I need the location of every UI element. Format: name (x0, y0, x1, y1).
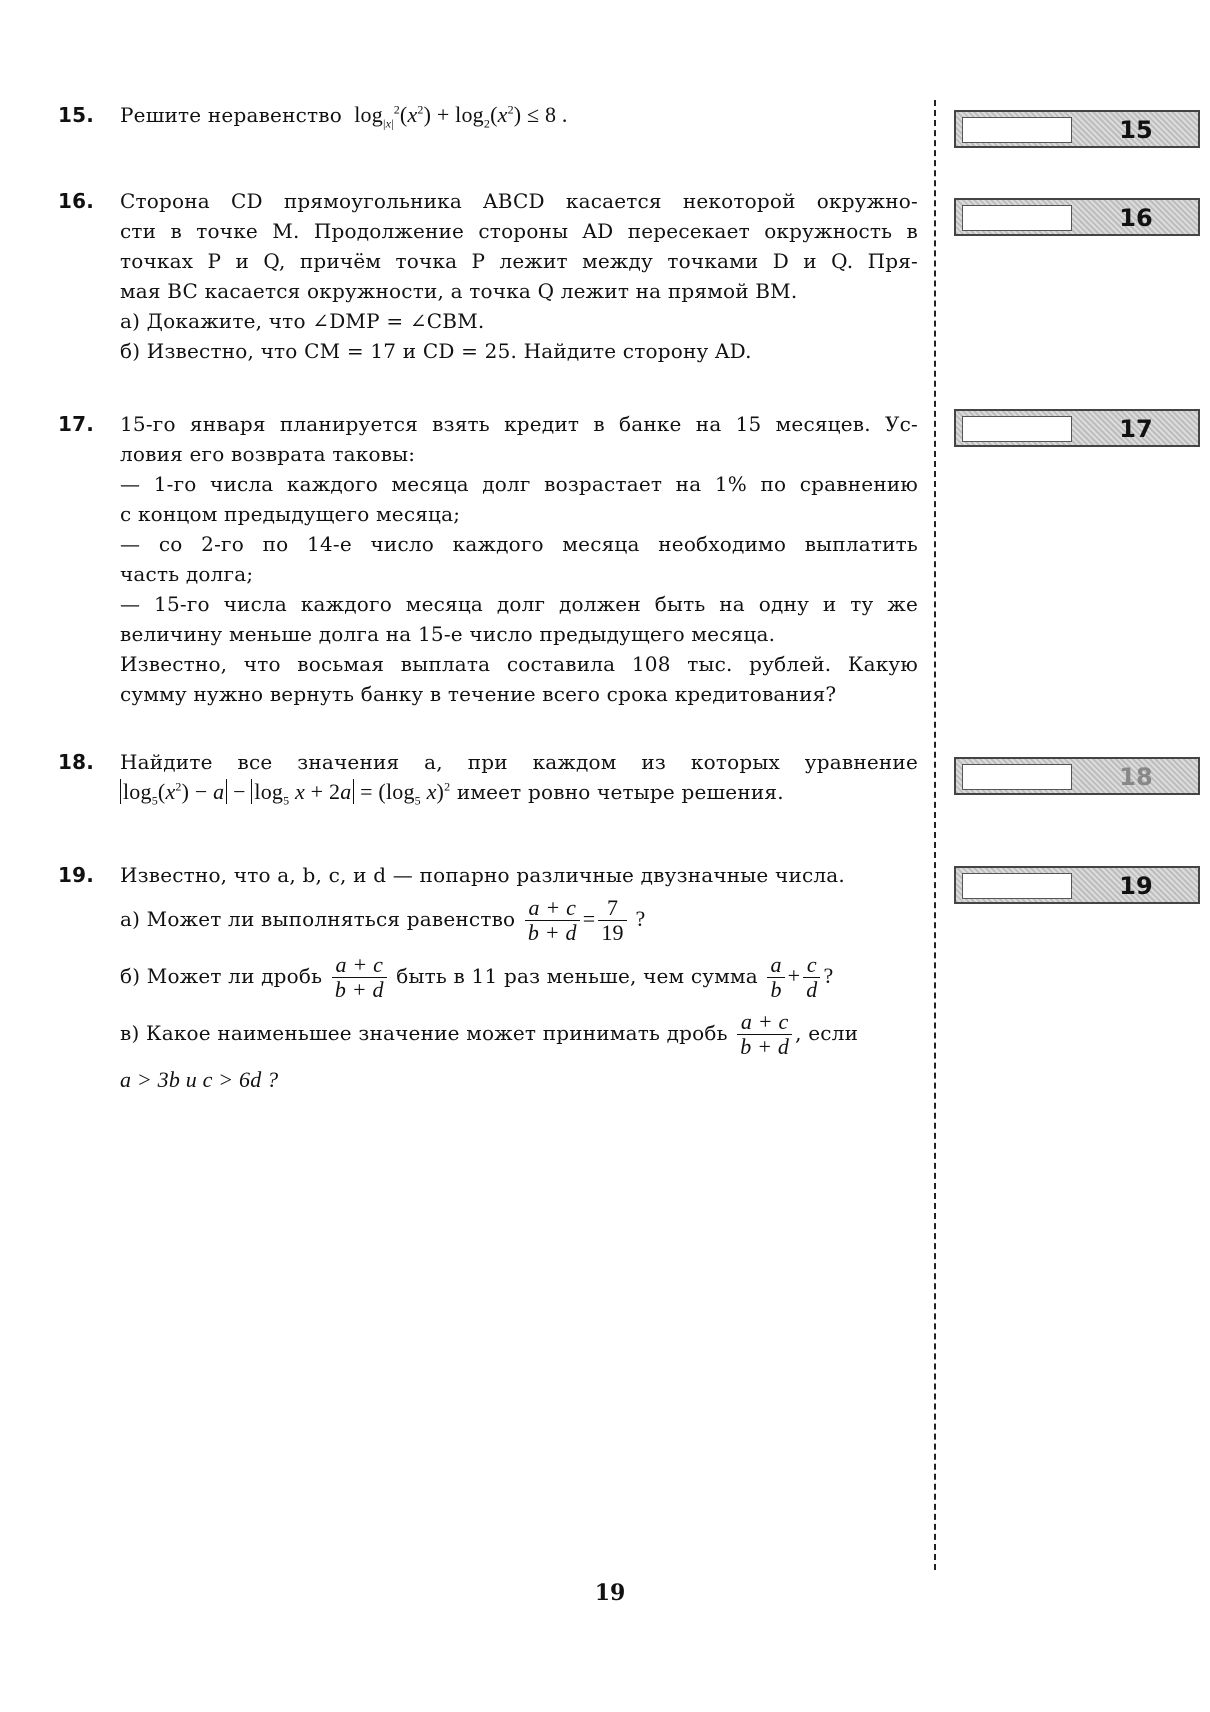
part-c (120, 1010, 918, 1059)
problem-number: 16. (58, 189, 95, 213)
text-line: Известно, что восьмая выплата составила 108 тыс. рублей. Какую (120, 652, 918, 676)
part-c-condition: a > 3b и c > 6d ? (120, 1067, 279, 1092)
formula: $\log_{|x|}^2(x^2) + \log_2(x^2) \le 8$ . (348, 102, 568, 131)
answer-box-label: 18 (1119, 763, 1153, 791)
problem-number: 15. (58, 103, 95, 127)
answer-box-18 (954, 757, 1200, 795)
fraction-a-plus-c-over-b-plus-d: $\frac{a + c}{b + d}$ (525, 896, 580, 945)
fraction-7-over-19: $\frac{7}{19}$ (598, 896, 626, 945)
fraction-a-plus-c-over-b-plus-d: $\frac{a + c}{b + d}$ (332, 953, 387, 1002)
part-b-text-1: б) Может ли дробь (120, 964, 323, 988)
problem-number: 19. (58, 863, 95, 887)
problem-number: 17. (58, 412, 95, 436)
problem-15 (58, 100, 918, 130)
problem-text: Решите неравенство (120, 103, 342, 127)
answer-box-label: 19 (1119, 872, 1153, 900)
equation-line (120, 777, 918, 807)
part-a-text: а) Может ли выполняться равенство (120, 907, 516, 931)
problem-16 (58, 186, 918, 366)
part-c-text-1: в) Какое наименьшее значение может принимать дробь (120, 1021, 728, 1045)
answer-field[interactable] (962, 873, 1072, 899)
text-line: а) Докажите, что ∠DMP = ∠CBM. (120, 309, 485, 333)
cut-line (934, 100, 936, 1570)
text-line: 15-го января планируется взять кредит в банке на 15 месяцев. Ус- (120, 412, 918, 436)
answer-field[interactable] (962, 764, 1072, 790)
answer-box-19 (954, 866, 1200, 904)
text-line: с концом предыдущего месяца; (120, 502, 461, 526)
problem-number: 18. (58, 750, 95, 774)
text-line: Сторона CD прямоугольника ABCD касается некоторой окружно- (120, 189, 918, 213)
answer-field[interactable] (962, 117, 1072, 143)
text-line: — 15-го числа каждого месяца долг должен быть на одну и ту же (120, 592, 918, 616)
equation: $\log_5(x^2) - a - \log_5 x + 2a = (\log_5$ x)$^2$ (120, 779, 450, 804)
answer-box-label: 17 (1119, 415, 1153, 443)
text-line: Найдите все значения a, при каждом из которых уравнение (120, 750, 918, 774)
answer-box-label: 16 (1119, 204, 1153, 232)
answer-box-16 (954, 198, 1200, 236)
part-c-text-2: , если (795, 1021, 859, 1045)
answer-box-label: 15 (1119, 116, 1153, 144)
answer-field[interactable] (962, 416, 1072, 442)
text-line: б) Известно, что CM = 17 и CD = 25. Найдите сторону AD. (120, 339, 752, 363)
part-b: б) Может ли дробь $\frac{a + c}{b + d}$ быть в 11 раз меньше, чем сумма $\frac{a}{b}$ + $\frac{c}{d}$ ? (120, 952, 834, 1002)
text-line: точках P и Q, причём точка P лежит между точками D и Q. Пря- (120, 249, 918, 273)
part-b-text-2: быть в 11 раз меньше, чем сумма (396, 964, 758, 988)
text-line: мая BC касается окружности, а точка Q лежит на прямой BM. (120, 279, 798, 303)
text-line: сти в точке M. Продолжение стороны AD пересекает окружность в (120, 219, 918, 243)
page-number: 19 (594, 1580, 626, 1606)
fraction-a-over-b: $\frac{a}{b}$ (767, 953, 784, 1002)
problem-18 (58, 747, 918, 807)
text-line: ловия его возврата таковы: (120, 442, 416, 466)
text-line: сумму нужно вернуть банку в течение всего срока кредитования? (120, 682, 837, 706)
answer-box-17 (954, 409, 1200, 447)
fraction-a-plus-c-over-b-plus-d: $\frac{a + c}{b + d}$ (737, 1010, 792, 1059)
equation-tail: имеет ровно четыре решения. (456, 780, 784, 804)
text-line: часть долга; (120, 562, 254, 586)
part-a: а) Может ли выполняться равенство $\frac{a + c}{b + d}$ = $\frac{7}{19}$ ? (120, 895, 646, 945)
fraction-c-over-d: $\frac{c}{d}$ (803, 953, 820, 1002)
answer-field[interactable] (962, 205, 1072, 231)
text-line: — 1-го числа каждого месяца долг возрастает на 1% по сравнению (120, 472, 918, 496)
text-line: величину меньше долга на 15-е число предыдущего месяца. (120, 622, 776, 646)
problem-19 (58, 860, 918, 1095)
text-line: — со 2-го по 14-е число каждого месяца необходимо выплатить (120, 532, 918, 556)
answer-box-15 (954, 110, 1200, 148)
intro-line: Известно, что a, b, c, и d — попарно различные двузначные числа. (120, 863, 845, 887)
problem-17 (58, 409, 918, 709)
